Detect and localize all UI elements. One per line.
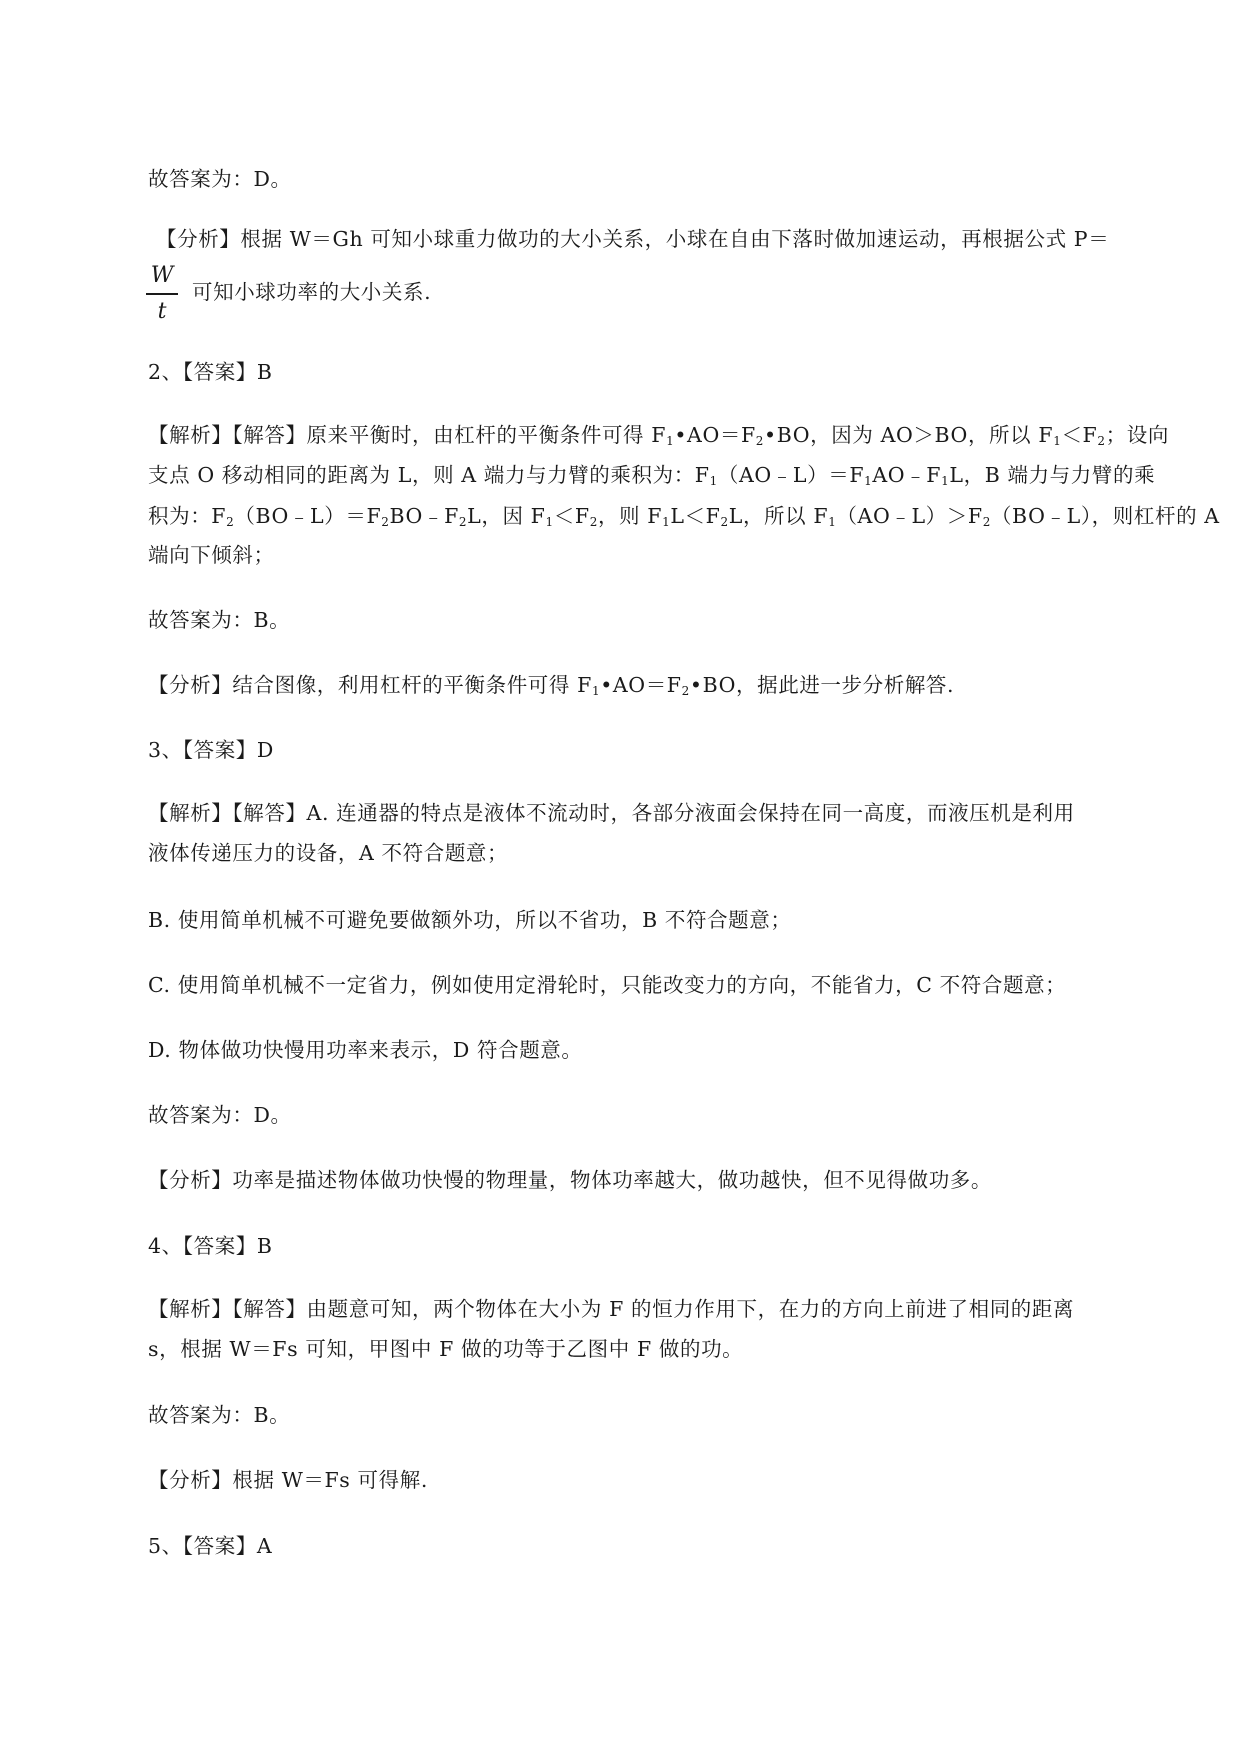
- text-line: D. 物体做功快慢用功率来表示，D 符合题意。: [148, 1038, 583, 1062]
- text-line: 【解析】【解答】A. 连通器的特点是液体不流动时，各部分液面会保持在同一高度，而液压机是利用: [148, 801, 1075, 825]
- text-line: 【分析】结合图像，利用杠杆的平衡条件可得 $F_1•AO=F_2•BO$，据此进一步分析解答.: [148, 673, 955, 698]
- text-line: C. 使用简单机械不一定省力，例如使用定滑轮时，只能改变力的方向，不能省力，C 不符合题意；: [148, 973, 1067, 997]
- text-line: 故答案为：B。: [148, 608, 291, 632]
- answer-heading: 4、【答案】B: [148, 1234, 273, 1258]
- answer-heading: 3、【答案】D: [148, 738, 274, 762]
- fraction-denominator: t: [157, 298, 167, 324]
- text-line: 【分析】功率是描述物体做功快慢的物理量，物体功率越大，做功越快，但不见得做功多。: [148, 1168, 992, 1192]
- text-line: 故答案为：D。: [148, 1103, 292, 1127]
- text-line: 支点 O 移动相同的距离为 L，则 A 端力与力臂的乘积为：$F_1(AO﹣L)=F_1AO﹣F_1L$，B 端力与力臂的乘: [148, 463, 1156, 488]
- text-line: 【解析】【解答】由题意可知，两个物体在大小为 F 的恒力作用下，在力的方向上前进了相同的距离: [148, 1297, 1075, 1321]
- text-line: 【分析】根据 W＝Gh 可知小球重力做功的大小关系，小球在自由下落时做加速运动，再根据公式 P＝: [156, 227, 1110, 251]
- text-line: 液体传递压力的设备，A 不符合题意；: [148, 841, 509, 865]
- text-line: 端向下倾斜；: [148, 543, 275, 567]
- text-line: 故答案为：D。: [148, 167, 292, 191]
- text-line: 【分析】根据 W＝Fs 可得解.: [148, 1468, 428, 1492]
- text-line: s，根据 W＝Fs 可知，甲图中 F 做的功等于乙图中 F 做的功。: [148, 1337, 744, 1361]
- text-line: B. 使用简单机械不可避免要做额外功，所以不省功，B 不符合题意；: [148, 908, 792, 932]
- answer-heading: 2、【答案】B: [148, 360, 273, 384]
- fraction-formula: [146, 262, 178, 325]
- text-line: 积为：$F_2(BO﹣L)=F_2BO﹣F_2L$，因 $F_1<F_2$，则 $F_1L<F_2L$，所以 $F_1(AO﹣L)>F_2(BO﹣L)$，则杠杆的 A: [148, 504, 1220, 529]
- text-line: 【解析】【解答】原来平衡时，由杠杆的平衡条件可得 $F_1•AO=F_2•BO$，因为 AO＞BO，所以 $F_1<F_2$；设向: [148, 423, 1169, 448]
- fraction-bar: [146, 293, 178, 295]
- text-line: 故答案为：B。: [148, 1403, 291, 1427]
- text-line: 可知小球功率的大小关系.: [192, 280, 432, 304]
- fraction-numerator: W: [150, 263, 174, 288]
- answer-heading: 5、【答案】A: [148, 1534, 273, 1558]
